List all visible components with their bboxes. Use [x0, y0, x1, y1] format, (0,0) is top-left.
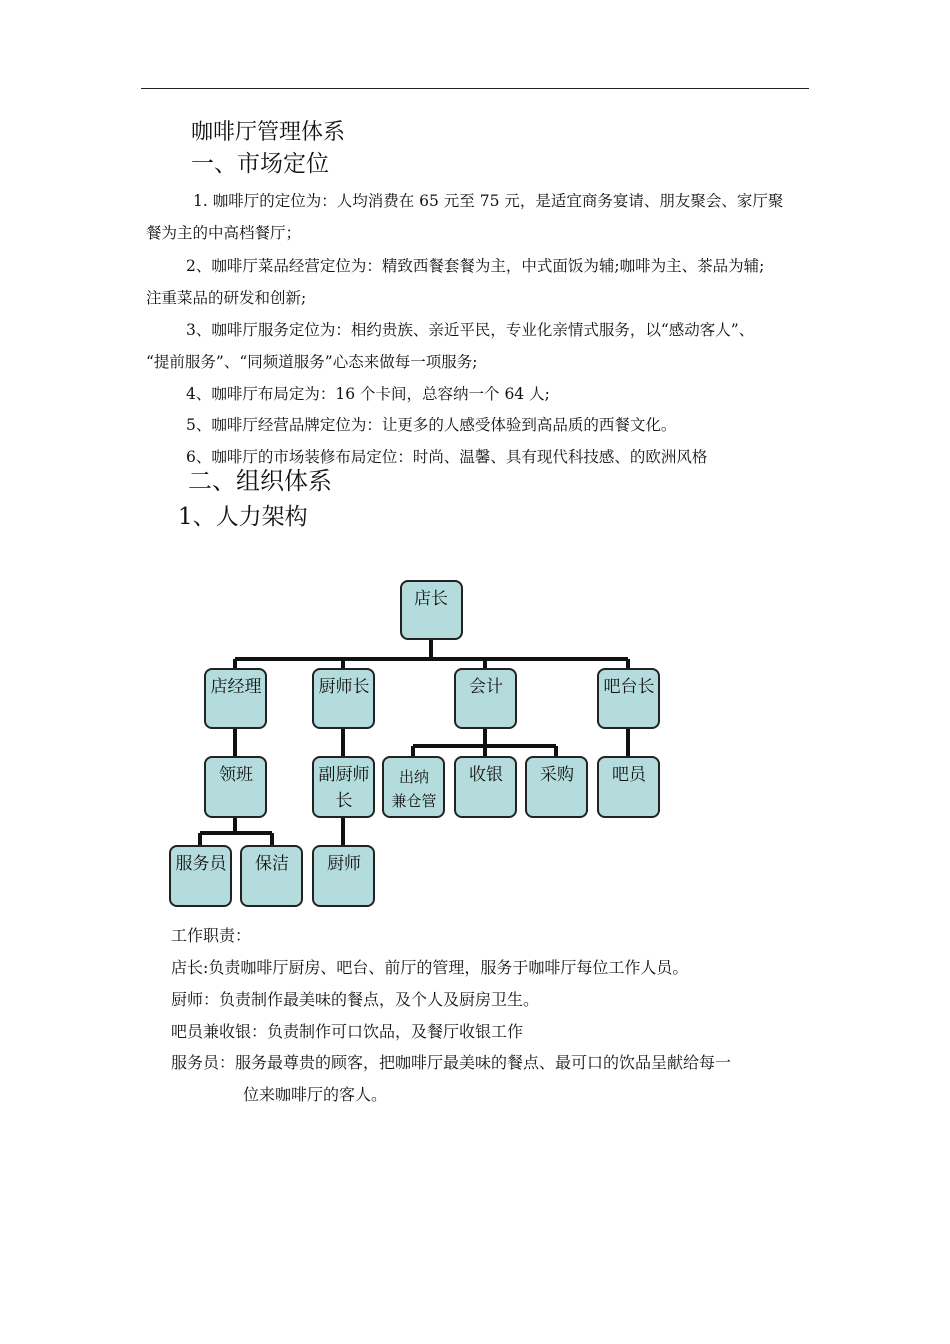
org-node-cleaner	[241, 846, 302, 906]
svg-text:吧员: 吧员	[612, 765, 646, 785]
org-node-teller	[455, 757, 516, 817]
org-node-waiter	[170, 846, 231, 906]
org-node-purchasing	[526, 757, 587, 817]
org-node-store-manager	[205, 669, 266, 728]
duty-store-manager: 店长:负责咖啡厅厨房、吧台、前厅的管理，服务于咖啡厅每位工作人员。	[171, 958, 689, 977]
svg-text:收银: 收银	[469, 765, 503, 785]
svg-text:兼仓管: 兼仓管	[391, 792, 437, 810]
duty-waiter-line-1: 服务员：服务最尊贵的顾客，把咖啡厅最美味的餐点、最可口的饮品呈献给每一	[171, 1053, 732, 1072]
duties-heading: 工作职责：	[171, 926, 252, 945]
subsection-heading-hr: 1、人力架构	[178, 504, 308, 530]
org-node-chef	[313, 846, 374, 906]
org-node-bar-manager	[598, 669, 659, 728]
org-node-accountant	[455, 669, 516, 728]
paragraph-6: 6、咖啡厅的市场装修布局定位：时尚、温馨、具有现代科技感、的欧洲风格	[186, 448, 708, 466]
paragraph-5: 5、咖啡厅经营品牌定位为：让更多的人感受体验到高品质的西餐文化。	[186, 416, 677, 434]
svg-text:吧台长: 吧台长	[603, 677, 655, 697]
svg-text:领班: 领班	[219, 765, 253, 785]
svg-text:店经理: 店经理	[210, 677, 262, 697]
paragraph-4: 4、咖啡厅布局定为：16 个卡间，总容纳一个 64 人;	[186, 385, 550, 403]
paragraph-3-line-1: 3、咖啡厅服务定位为：相约贵族、亲近平民，专业化亲情式服务，以“感动客人”、	[186, 321, 755, 339]
paragraph-2-line-1: 2、咖啡厅菜品经营定位为：精致西餐套餐为主，中式面饭为辅;咖啡为主、茶品为辅;	[186, 257, 765, 275]
duty-chef: 厨师：负责制作最美味的餐点，及个人及厨房卫生。	[171, 990, 540, 1009]
paragraph-1-line-1: 1. 咖啡厅的定位为：人均消费在 65 元至 75 元，是适宜商务宴请、朋友聚会、家厅聚	[193, 192, 784, 210]
svg-text:长: 长	[335, 791, 353, 811]
svg-text:厨师长: 厨师长	[318, 677, 370, 697]
svg-text:服务员: 服务员	[175, 854, 227, 874]
paragraph-3-line-2: “提前服务”、“同频道服务”心态来做每一项服务;	[146, 353, 478, 371]
org-node-sous-chef	[313, 757, 374, 817]
svg-text:出纳: 出纳	[398, 768, 430, 786]
svg-text:店长: 店长	[414, 589, 448, 609]
org-node-store-owner	[401, 581, 462, 639]
svg-text:副厨师: 副厨师	[318, 765, 370, 785]
org-node-foreman	[205, 757, 266, 817]
svg-text:厨师: 厨师	[327, 854, 361, 874]
duty-bartender: 吧员兼收银：负责制作可口饮品，及餐厅收银工作	[171, 1022, 524, 1041]
svg-text:保洁: 保洁	[255, 854, 289, 874]
duty-waiter-line-2: 位来咖啡厅的客人。	[243, 1085, 388, 1104]
org-node-head-chef	[313, 669, 374, 728]
paragraph-1-line-2: 餐为主的中高档餐厅；	[146, 224, 302, 242]
svg-text:采购: 采购	[540, 765, 574, 785]
org-node-cashier-storekeeper	[383, 757, 444, 817]
section-heading-market: 一、市场定位	[191, 151, 329, 177]
svg-text:会计: 会计	[469, 677, 503, 697]
paragraph-2-line-2: 注重菜品的研发和创新;	[146, 289, 307, 307]
section-heading-organization: 二、组织体系	[188, 467, 332, 495]
org-node-bartender	[598, 757, 659, 817]
document-title: 咖啡厅管理体系	[191, 120, 346, 145]
